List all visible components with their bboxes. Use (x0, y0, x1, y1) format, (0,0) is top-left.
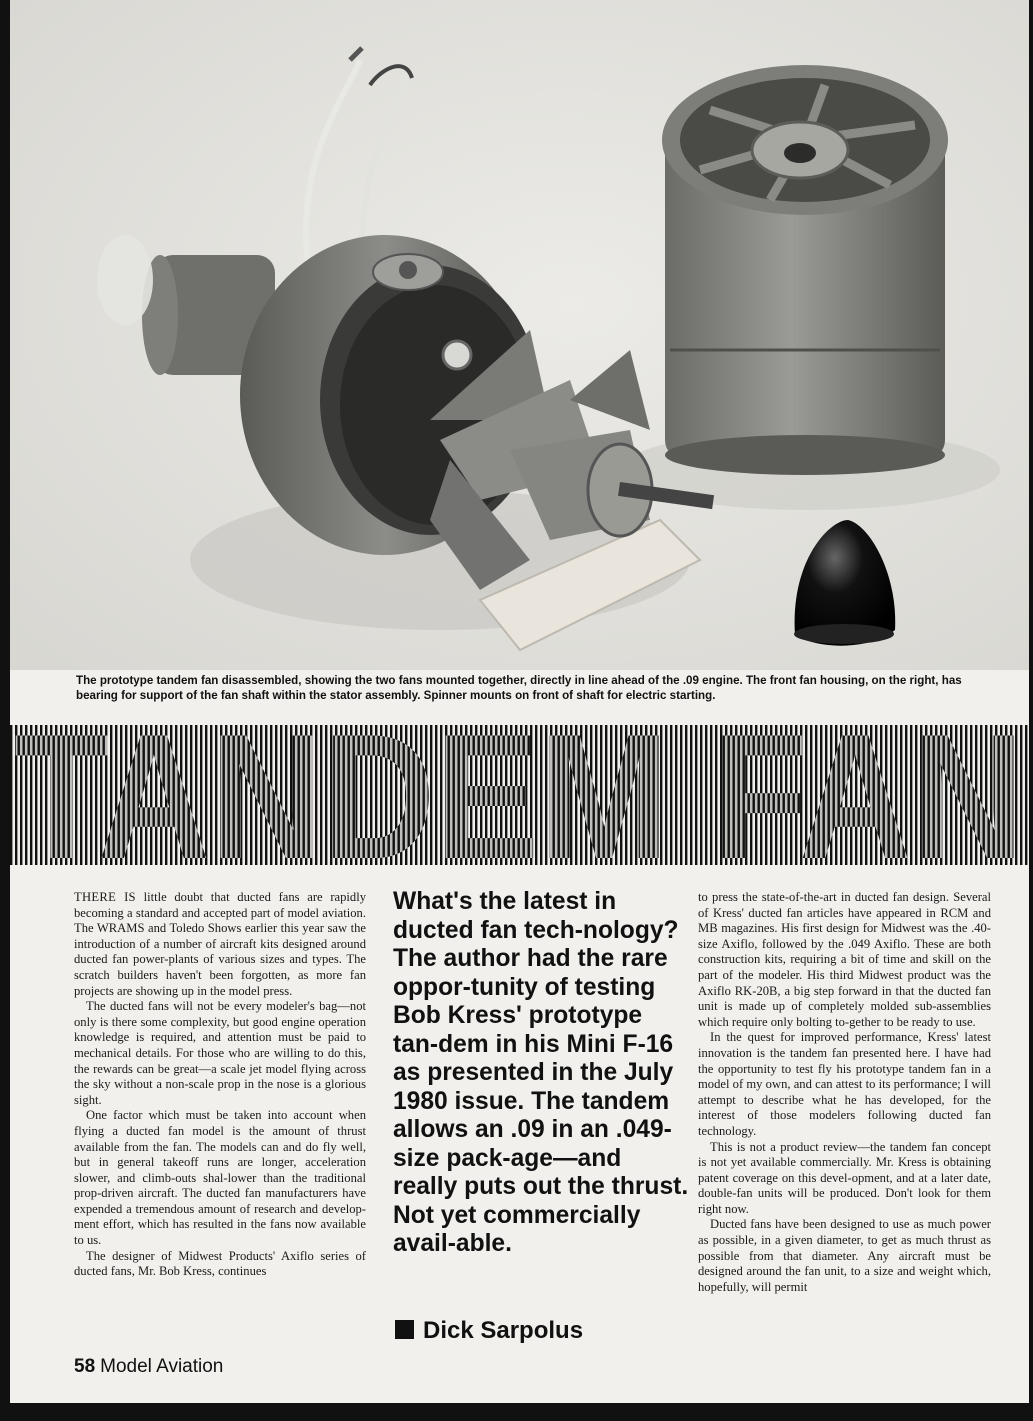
paragraph: One factor which must be taken into account when flying a ducted fan model is the amount of thrust available from the fan. The models can and do fly well, but in general takeoff runs are longer, acceleration slower, and climb-outs shal-lower than the traditional prop-driven aircraft. The ducted fan manufacturers have expended a tremendous amount of research and develop-ment effort, which has resulted in the fans now available to us. (74, 1108, 366, 1248)
title-text: TANDEM FAN (14, 725, 1024, 865)
body-column-right (698, 890, 991, 1295)
photo-of-disassembled-tandem-fan (10, 0, 1029, 670)
square-bullet-icon (395, 1320, 414, 1339)
title-stripes-graphic (10, 725, 1029, 865)
paragraph: THERE IS little doubt that ducted fans are rapidly becoming a standard and accepted part of model aviation. The WRAMS and Toledo Shows earlier this year saw the introduction of a number of aircraft kits designed around ducted fan power-plants of various sizes and types. The scratch builders haven't been forgotten, as more fan projects are showing up in the model press. (74, 890, 366, 998)
deck-summary: What's the latest in ducted fan tech-nology? The author had the rare oppor-tunity of testing Bob Kress' prototype tan-dem in his Mini F-16 as presented in the July 1980 issue. The tandem allows an .09 in an .049-size pack-age—and really puts out the thrust. Not yet commercially avail-able. (393, 888, 689, 1257)
author-name: Dick Sarpolus (423, 1317, 584, 1344)
paragraph: This is not a product review—the tandem fan concept is not yet available commercially. Mr. Kress is obtaining patent coverage on this devel-opment, and at a later date, double-fan units will be produced. Don't look for them right now. (698, 1139, 991, 1216)
magazine-page (10, 0, 1029, 1403)
body-column-left (74, 890, 366, 1280)
page-number: 58 (74, 1356, 96, 1377)
magazine-name: Model Aviation (100, 1356, 224, 1377)
paragraph: The designer of Midwest Products' Axiflo series of ducted fans, Mr. Bob Kress, continues (74, 1248, 366, 1279)
photo-caption: The prototype tandem fan disassembled, showing the two fans mounted together, directly in line ahead of the .09 engine. The front fan housing, on the right, has bearing for support of the fan shaft within the stator assembly. Spinner mounts on front of shaft for electric starting. (76, 674, 962, 702)
paragraph: Ducted fans have been designed to use as much power as possible, in a given diameter, to get as much thrust as possible from that diameter. Any aircraft must be designed around the fan unit, to a size and weight which, hopefully, will permit (698, 1217, 991, 1294)
op-art-title (10, 725, 1029, 865)
lead-in: THERE IS (74, 890, 136, 904)
paragraph: to press the state-of-the-art in ducted fan design. Several of Kress' ducted fan articles have appeared in RCM and MB magazines. His first design for Midwest was the .40-size Axiflo, followed by the .049 Axiflo. These are both construction kits, requiring a bit of time and skill on the part of the modeler. His third Midwest product was the Axiflo RK-20B, a big step forward in that the ducted fan unit is made up of completely molded sub-assemblies which require only bolting to-gether to be ready to use. (698, 890, 991, 1029)
page-folio (74, 1356, 223, 1378)
byline (395, 1317, 583, 1345)
paragraph: In the quest for improved performance, Kress' latest innovation is the tandem fan presented here. I have had the opportunity to test fly his prototype tandem fan in a model of my own, and can attest to its performance; I will attempt to describe what he has developed, for the interest of those modelers following ducted fan technology. (698, 1030, 991, 1138)
paragraph: The ducted fans will not be every modeler's bag—not only is there some complexity, but good engine operation knowledge is required, and attention must be paid to mechanical details. For those who are willing to do this, the rewards can be great—a scale jet model flying across the sky without a non-scale prop in the nose is a glorious sight. (74, 999, 366, 1107)
